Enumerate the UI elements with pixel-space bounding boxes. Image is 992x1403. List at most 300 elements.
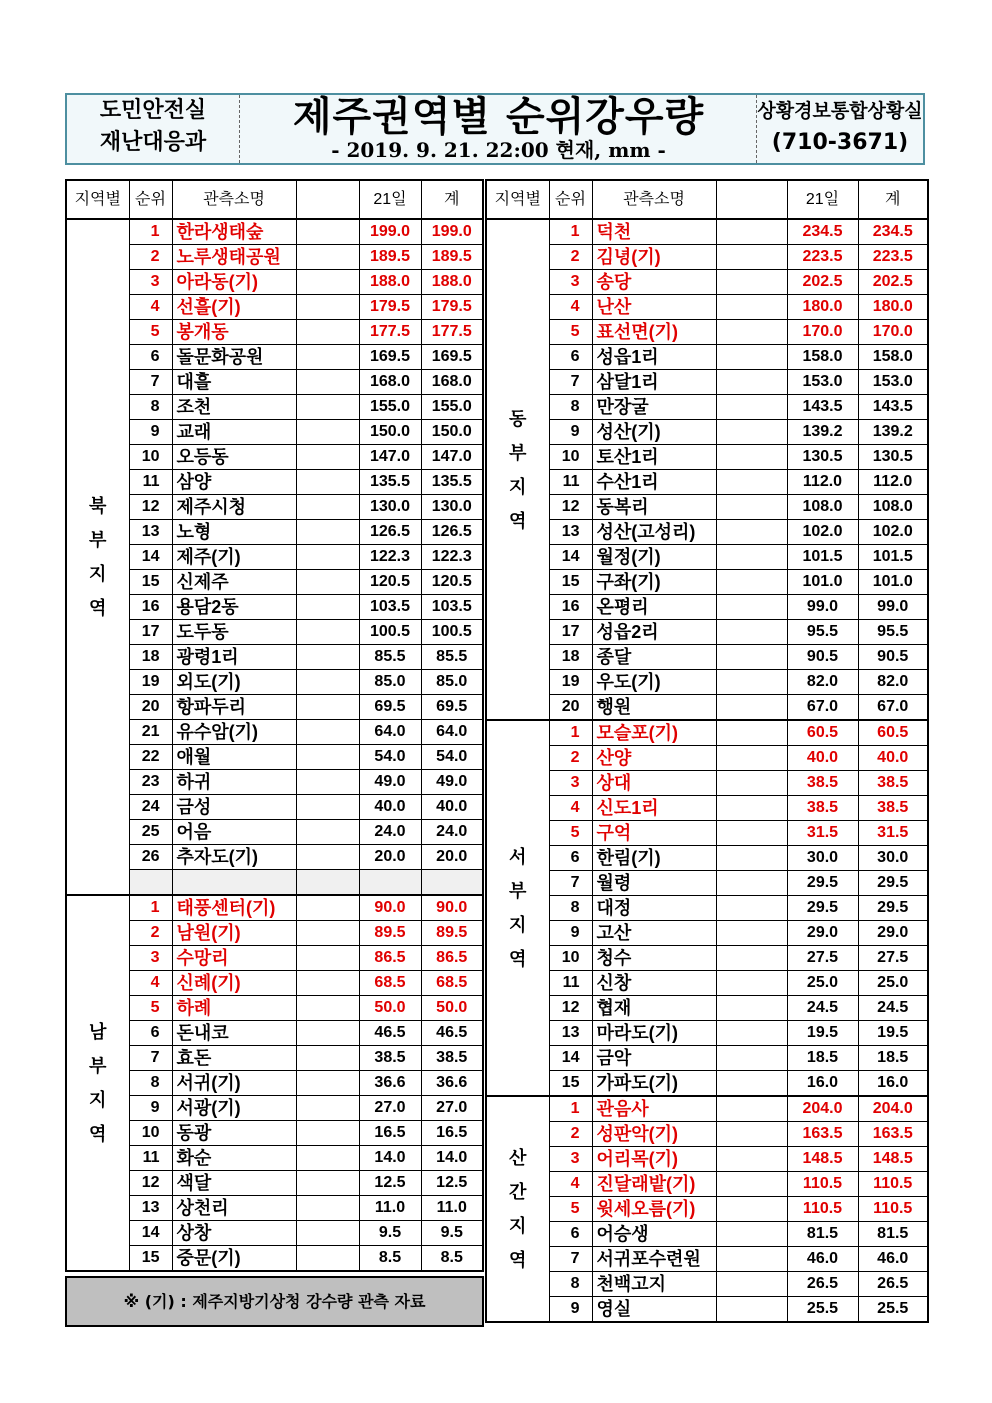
rank-cell: 13 (129, 1196, 172, 1221)
station-name: 오등동 (172, 445, 296, 470)
table-row (486, 620, 928, 645)
total-rainfall: 234.5 (858, 219, 928, 245)
rank-cell: 6 (549, 1222, 592, 1247)
blank-cell (716, 1046, 787, 1071)
blank-cell (296, 1221, 359, 1246)
station-name: 유수암(기) (172, 720, 296, 745)
station-name: 성산(고성리) (592, 520, 716, 545)
day-rainfall: 64.0 (359, 720, 421, 745)
station-name: 중문(기) (172, 1246, 296, 1272)
total-rainfall: 130.5 (858, 445, 928, 470)
blank-cell (296, 921, 359, 946)
total-rainfall: 108.0 (858, 495, 928, 520)
day-rainfall: 24.5 (787, 996, 858, 1021)
total-rainfall: 40.0 (421, 795, 483, 820)
table-row (486, 1172, 928, 1197)
rank-cell: 22 (129, 745, 172, 770)
blank-cell (716, 746, 787, 771)
total-rainfall: 153.0 (858, 370, 928, 395)
table-row (486, 896, 928, 921)
table-row (486, 219, 928, 245)
rank-cell: 2 (549, 1122, 592, 1147)
total-rainfall: 86.5 (421, 946, 483, 971)
blank-cell (716, 1272, 787, 1297)
blank-cell (296, 295, 359, 320)
blank-cell (296, 495, 359, 520)
rainfall-table-right (485, 179, 929, 1323)
table-row (66, 1071, 483, 1096)
station-name: 제주(기) (172, 545, 296, 570)
day-rainfall: 49.0 (359, 770, 421, 795)
total-rainfall: 110.5 (858, 1172, 928, 1197)
rank-cell: 6 (129, 1021, 172, 1046)
rank-cell: 4 (549, 796, 592, 821)
total-rainfall: 143.5 (858, 395, 928, 420)
rank-cell: 7 (549, 871, 592, 896)
report-subtitle: - 2019. 9. 21. 22:00 현재, mm - (331, 138, 666, 162)
empty-cell (296, 870, 359, 896)
rank-cell: 9 (549, 420, 592, 445)
table-row (486, 520, 928, 545)
total-rainfall: 9.5 (421, 1221, 483, 1246)
blank-cell (296, 1046, 359, 1071)
blank-cell (716, 1122, 787, 1147)
station-name: 종달 (592, 645, 716, 670)
day-rainfall: 31.5 (787, 821, 858, 846)
station-name: 서귀(기) (172, 1071, 296, 1096)
table-row (486, 695, 928, 721)
table-row (486, 570, 928, 595)
day-rainfall: 16.5 (359, 1121, 421, 1146)
station-name: 추자도(기) (172, 845, 296, 870)
blank-cell (296, 370, 359, 395)
station-name: 광령1리 (172, 645, 296, 670)
day-rainfall: 8.5 (359, 1246, 421, 1272)
empty-cell (359, 870, 421, 896)
table-row (66, 895, 483, 921)
region-label-text: 서부지역 (509, 847, 527, 969)
station-name: 성산(기) (592, 420, 716, 445)
total-rainfall: 25.0 (858, 971, 928, 996)
station-name: 외도(기) (172, 670, 296, 695)
blank-cell (296, 1121, 359, 1146)
day-rainfall: 46.0 (787, 1247, 858, 1272)
rank-cell: 8 (129, 1071, 172, 1096)
station-name: 어음 (172, 820, 296, 845)
day-rainfall: 153.0 (787, 370, 858, 395)
station-name: 천백고지 (592, 1272, 716, 1297)
station-name: 선흘(기) (172, 295, 296, 320)
total-rainfall: 24.0 (421, 820, 483, 845)
day-rainfall: 40.0 (787, 746, 858, 771)
blank-cell (716, 946, 787, 971)
blank-cell (296, 219, 359, 245)
total-rainfall: 122.3 (421, 545, 483, 570)
table-row (66, 245, 483, 270)
blank-cell (296, 445, 359, 470)
rank-cell: 7 (129, 1046, 172, 1071)
rank-cell: 1 (129, 219, 172, 245)
total-rainfall: 16.5 (421, 1121, 483, 1146)
department-block (67, 95, 240, 163)
station-name: 행원 (592, 695, 716, 721)
rainfall-table-left (65, 179, 484, 1272)
col-header-rank: 순위 (129, 180, 172, 219)
table-row (486, 1096, 928, 1122)
blank-cell (716, 270, 787, 295)
table-row (66, 395, 483, 420)
rank-cell: 11 (549, 470, 592, 495)
table-row (486, 470, 928, 495)
total-rainfall: 46.5 (421, 1021, 483, 1046)
region-label-text: 동부지역 (509, 408, 527, 531)
blank-cell (716, 470, 787, 495)
region-label-mountain (486, 1096, 549, 1322)
total-rainfall: 29.5 (858, 871, 928, 896)
total-rainfall: 135.5 (421, 470, 483, 495)
table-row (66, 295, 483, 320)
day-rainfall: 108.0 (787, 495, 858, 520)
rank-cell: 8 (129, 395, 172, 420)
rank-cell: 9 (549, 921, 592, 946)
rank-cell: 12 (549, 495, 592, 520)
station-name: 만장굴 (592, 395, 716, 420)
table-row (66, 670, 483, 695)
region-label-east (486, 219, 549, 720)
table-row (486, 595, 928, 620)
day-rainfall: 29.5 (787, 896, 858, 921)
blank-cell (296, 320, 359, 345)
table-row (486, 445, 928, 470)
blank-cell (296, 946, 359, 971)
blank-cell (716, 570, 787, 595)
total-rainfall: 29.5 (858, 896, 928, 921)
rank-cell: 3 (129, 270, 172, 295)
total-rainfall: 38.5 (421, 1046, 483, 1071)
table-row (66, 1021, 483, 1046)
blank-cell (716, 520, 787, 545)
col-header-blank (296, 180, 359, 219)
station-name: 삼달1리 (592, 370, 716, 395)
total-rainfall: 82.0 (858, 670, 928, 695)
day-rainfall: 163.5 (787, 1122, 858, 1147)
total-rainfall: 49.0 (421, 770, 483, 795)
blank-cell (716, 871, 787, 896)
office-name: 상황경보통합상황실 (757, 100, 923, 122)
day-rainfall: 67.0 (787, 695, 858, 721)
rank-cell: 10 (549, 946, 592, 971)
total-rainfall: 169.5 (421, 345, 483, 370)
day-rainfall: 110.5 (787, 1197, 858, 1222)
rank-cell: 15 (549, 1071, 592, 1097)
rank-cell: 15 (549, 570, 592, 595)
station-name: 성읍2리 (592, 620, 716, 645)
station-name: 협재 (592, 996, 716, 1021)
day-rainfall: 90.0 (359, 895, 421, 921)
col-header-region: 지역별 (66, 180, 129, 219)
station-name: 영실 (592, 1297, 716, 1323)
table-row (486, 1197, 928, 1222)
region-label-text: 북부지역 (89, 496, 107, 618)
table-row (486, 495, 928, 520)
day-rainfall: 188.0 (359, 270, 421, 295)
total-rainfall: 102.0 (858, 520, 928, 545)
table-row (486, 1071, 928, 1097)
day-rainfall: 122.3 (359, 545, 421, 570)
table-row (66, 445, 483, 470)
blank-cell (296, 1021, 359, 1046)
rank-cell: 10 (129, 1121, 172, 1146)
total-rainfall: 85.0 (421, 670, 483, 695)
rank-cell: 16 (549, 595, 592, 620)
station-name: 항파두리 (172, 695, 296, 720)
table-row-empty (66, 870, 483, 896)
rank-cell: 26 (129, 845, 172, 870)
total-rainfall: 64.0 (421, 720, 483, 745)
day-rainfall: 110.5 (787, 1172, 858, 1197)
total-rainfall: 27.5 (858, 946, 928, 971)
day-rainfall: 130.0 (359, 495, 421, 520)
table-row (66, 1146, 483, 1171)
total-rainfall: 85.5 (421, 645, 483, 670)
day-rainfall: 148.5 (787, 1147, 858, 1172)
day-rainfall: 50.0 (359, 996, 421, 1021)
station-name: 색달 (172, 1171, 296, 1196)
rank-cell: 6 (549, 846, 592, 871)
table-row (486, 846, 928, 871)
blank-cell (716, 1172, 787, 1197)
day-rainfall: 30.0 (787, 846, 858, 871)
blank-cell (716, 796, 787, 821)
total-rainfall: 130.0 (421, 495, 483, 520)
rank-cell: 9 (129, 420, 172, 445)
blank-cell (716, 370, 787, 395)
day-rainfall: 9.5 (359, 1221, 421, 1246)
station-name: 가파도(기) (592, 1071, 716, 1097)
station-name: 온평리 (592, 595, 716, 620)
table-row (66, 971, 483, 996)
rank-cell: 14 (549, 1046, 592, 1071)
station-name: 태풍센터(기) (172, 895, 296, 921)
table-row (66, 520, 483, 545)
station-name: 상대 (592, 771, 716, 796)
total-rainfall: 90.0 (421, 895, 483, 921)
table-row (486, 1222, 928, 1247)
rank-cell: 5 (129, 996, 172, 1021)
total-rainfall: 12.5 (421, 1171, 483, 1196)
rainfall-table-left-body (66, 180, 483, 1271)
col-header-region: 지역별 (486, 180, 549, 219)
blank-cell (716, 295, 787, 320)
blank-cell (716, 670, 787, 695)
total-rainfall: 170.0 (858, 320, 928, 345)
station-name: 금악 (592, 1046, 716, 1071)
day-rainfall: 40.0 (359, 795, 421, 820)
day-rainfall: 95.5 (787, 620, 858, 645)
blank-cell (296, 1196, 359, 1221)
blank-cell (716, 921, 787, 946)
station-name: 성읍1리 (592, 345, 716, 370)
station-name: 마라도(기) (592, 1021, 716, 1046)
table-row (486, 245, 928, 270)
total-rainfall: 158.0 (858, 345, 928, 370)
blank-cell (716, 1021, 787, 1046)
total-rainfall: 54.0 (421, 745, 483, 770)
blank-cell (716, 1197, 787, 1222)
station-name: 김녕(기) (592, 245, 716, 270)
total-rainfall: 139.2 (858, 420, 928, 445)
table-row (66, 720, 483, 745)
department-line-1: 도민안전실 (99, 98, 207, 123)
blank-cell (716, 395, 787, 420)
rank-cell: 10 (549, 445, 592, 470)
total-rainfall: 38.5 (858, 796, 928, 821)
blank-cell (716, 1297, 787, 1323)
blank-cell (296, 770, 359, 795)
table-row (486, 395, 928, 420)
total-rainfall: 18.5 (858, 1046, 928, 1071)
rank-cell: 12 (129, 495, 172, 520)
day-rainfall: 189.5 (359, 245, 421, 270)
table-row (66, 570, 483, 595)
day-rainfall: 60.5 (787, 720, 858, 746)
office-block (756, 95, 923, 163)
blank-cell (296, 245, 359, 270)
total-rainfall: 177.5 (421, 320, 483, 345)
rank-cell: 6 (129, 345, 172, 370)
table-row (486, 771, 928, 796)
day-rainfall: 199.0 (359, 219, 421, 245)
rank-cell: 5 (549, 1197, 592, 1222)
station-name: 노형 (172, 520, 296, 545)
rank-cell: 17 (129, 620, 172, 645)
table-row (66, 219, 483, 245)
day-rainfall: 29.5 (787, 871, 858, 896)
day-rainfall: 143.5 (787, 395, 858, 420)
day-rainfall: 120.5 (359, 570, 421, 595)
blank-cell (296, 395, 359, 420)
table-row (66, 595, 483, 620)
blank-cell (716, 345, 787, 370)
blank-cell (716, 896, 787, 921)
day-rainfall: 180.0 (787, 295, 858, 320)
station-name: 관음사 (592, 1096, 716, 1122)
rank-cell: 4 (129, 971, 172, 996)
total-rainfall: 155.0 (421, 395, 483, 420)
rank-cell: 9 (129, 1096, 172, 1121)
table-row (486, 345, 928, 370)
total-rainfall: 67.0 (858, 695, 928, 721)
station-name: 서광(기) (172, 1096, 296, 1121)
table-row (486, 1297, 928, 1323)
empty-cell (421, 870, 483, 896)
day-rainfall: 11.0 (359, 1196, 421, 1221)
total-rainfall: 81.5 (858, 1222, 928, 1247)
blank-cell (296, 695, 359, 720)
table-row (66, 946, 483, 971)
blank-cell (716, 420, 787, 445)
day-rainfall: 99.0 (787, 595, 858, 620)
blank-cell (296, 345, 359, 370)
day-rainfall: 90.5 (787, 645, 858, 670)
region-label-west (486, 720, 549, 1096)
station-name: 윗세오름(기) (592, 1197, 716, 1222)
blank-cell (296, 1096, 359, 1121)
day-rainfall: 38.5 (787, 796, 858, 821)
blank-cell (716, 1222, 787, 1247)
day-rainfall: 169.5 (359, 345, 421, 370)
total-rainfall: 95.5 (858, 620, 928, 645)
total-rainfall: 29.0 (858, 921, 928, 946)
station-name: 청수 (592, 946, 716, 971)
day-rainfall: 85.0 (359, 670, 421, 695)
region-label-text: 산간지역 (509, 1148, 527, 1270)
table-row (486, 370, 928, 395)
station-name: 모슬포(기) (592, 720, 716, 746)
total-rainfall: 16.0 (858, 1071, 928, 1097)
table-row (66, 370, 483, 395)
department-line-2: 재난대응과 (99, 130, 207, 155)
total-rainfall: 147.0 (421, 445, 483, 470)
station-name: 산양 (592, 746, 716, 771)
total-rainfall: 25.5 (858, 1297, 928, 1323)
day-rainfall: 139.2 (787, 420, 858, 445)
rank-cell: 20 (129, 695, 172, 720)
blank-cell (716, 445, 787, 470)
col-header-station: 관측소명 (592, 180, 716, 219)
table-row (486, 1147, 928, 1172)
station-name: 한림(기) (592, 846, 716, 871)
total-rainfall: 90.5 (858, 645, 928, 670)
station-name: 송당 (592, 270, 716, 295)
day-rainfall: 38.5 (787, 771, 858, 796)
blank-cell (296, 745, 359, 770)
day-rainfall: 179.5 (359, 295, 421, 320)
station-name: 우도(기) (592, 670, 716, 695)
table-row (66, 545, 483, 570)
day-rainfall: 82.0 (787, 670, 858, 695)
rank-cell: 4 (549, 1172, 592, 1197)
rank-cell: 10 (129, 445, 172, 470)
rank-cell: 5 (549, 821, 592, 846)
blank-cell (296, 1071, 359, 1096)
blank-cell (716, 595, 787, 620)
table-row (486, 996, 928, 1021)
station-name: 용담2동 (172, 595, 296, 620)
rank-cell: 25 (129, 820, 172, 845)
rank-cell: 19 (129, 670, 172, 695)
total-rainfall: 30.0 (858, 846, 928, 871)
report-title: 제주권역별 순위강우량 (292, 94, 705, 140)
total-rainfall: 19.5 (858, 1021, 928, 1046)
rank-cell: 11 (129, 470, 172, 495)
station-name: 상천리 (172, 1196, 296, 1221)
station-name: 하례 (172, 996, 296, 1021)
table-row (66, 345, 483, 370)
table-row (486, 796, 928, 821)
total-rainfall: 204.0 (858, 1096, 928, 1122)
table-row (66, 1171, 483, 1196)
total-rainfall: 199.0 (421, 219, 483, 245)
total-rainfall: 60.5 (858, 720, 928, 746)
day-rainfall: 19.5 (787, 1021, 858, 1046)
rank-cell: 2 (549, 245, 592, 270)
empty-cell (129, 870, 172, 896)
station-name: 신례(기) (172, 971, 296, 996)
day-rainfall: 38.5 (359, 1046, 421, 1071)
blank-cell (716, 720, 787, 746)
blank-cell (296, 845, 359, 870)
